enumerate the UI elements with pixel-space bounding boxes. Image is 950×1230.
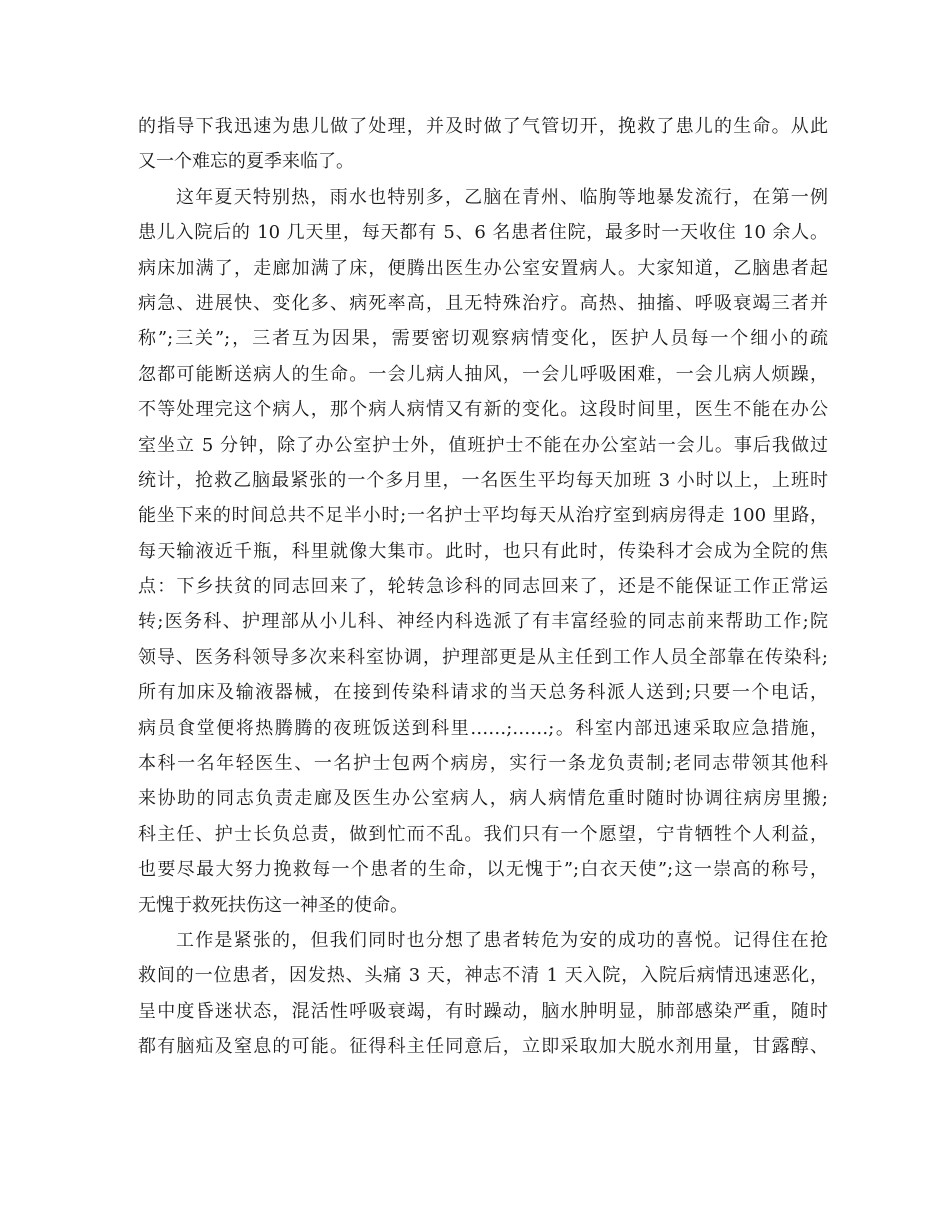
text-line: 科主任、护士长负总责，做到忙而不乱。我们只有一个愿望，宁肯牺牲个人利益， xyxy=(138,823,828,845)
text-line: 的指导下我迅速为患儿做了处理，并及时做了气管切开，挽救了患儿的生命。从此 xyxy=(138,116,828,137)
text-line: 病员食堂便将热腾腾的夜班饭送到科里……;……;。科室内部迅速采取应急措施， xyxy=(138,717,828,739)
text-line: 都有脑疝及窒息的可能。征得科主任同意后，立即采取加大脱水剂用量，甘露醇、 xyxy=(138,1036,828,1058)
text-line: 不等处理完这个病人，那个病人病情又有新的变化。这段时间里，医生不能在办公 xyxy=(138,399,828,421)
text-line: 能坐下来的时间总共不足半小时;一名护士平均每天从治疗室到病房得走 100 里路， xyxy=(138,505,828,527)
body-text xyxy=(138,109,828,1065)
text-line: 转;医务科、护理部从小儿科、神经内科选派了有丰富经验的同志前来帮助工作;院 xyxy=(138,611,828,633)
text-line: 来协助的同志负责走廊及医生办公室病人，病人病情危重时随时协调往病房里搬; xyxy=(138,788,828,810)
text-line: 工作是紧张的，但我们同时也分想了患者转危为安的成功的喜悦。记得住在抢 xyxy=(176,929,828,951)
text-line: 领导、医务科领导多次来科室协调，护理部更是从主任到工作人员全部靠在传染科; xyxy=(138,646,828,668)
text-line: 这年夏天特别热，雨水也特别多，乙脑在青州、临朐等地暴发流行，在第一例 xyxy=(176,186,828,208)
text-line: 本科一名年轻医生、一名护士包两个病房，实行一条龙负责制;老同志带领其他科 xyxy=(138,753,828,775)
text-line: 每天输液近千瓶，科里就像大集市。此时，也只有此时，传染科才会成为全院的焦 xyxy=(138,540,828,562)
text-line: 无愧于救死扶伤这一神圣的使命。 xyxy=(138,894,408,916)
text-line: 患儿入院后的 10 几天里，每天都有 5、6 名患者住院，最多时一天收住 10 余人。 xyxy=(138,222,828,244)
text-line: 忽都可能断送病人的生命。一会儿病人抽风，一会儿呼吸困难，一会儿病人烦躁， xyxy=(138,363,828,385)
text-line: 室坐立 5 分钟，除了办公室护士外，值班护士不能在办公室站一会儿。事后我做过 xyxy=(138,434,828,456)
text-line: 统计，抢救乙脑最紧张的一个多月里，一名医生平均每天加班 3 小时以上，上班时 xyxy=(138,469,828,491)
text-line: 称”;三关”;，三者互为因果，需要密切观察病情变化，医护人员每一个细小的疏 xyxy=(138,328,828,350)
text-line: 病急、进展快、变化多、病死率高，且无特殊治疗。高热、抽搐、呼吸衰竭三者并 xyxy=(138,292,828,314)
text-line: 呈中度昏迷状态，混活性呼吸衰竭，有时躁动，脑水肿明显，肺部感染严重，随时 xyxy=(138,1000,828,1022)
text-line: 也要尽最大努力挽救每一个患者的生命，以无愧于”;白衣天使”;这一崇高的称号， xyxy=(138,859,828,881)
text-line: 救间的一位患者，因发热、头痛 3 天，神志不清 1 天入院，入院后病情迅速恶化， xyxy=(138,965,828,987)
text-line: 点：下乡扶贫的同志回来了，轮转急诊科的同志回来了，还是不能保证工作正常运 xyxy=(138,576,828,598)
text-line: 所有加床及输液器械，在接到传染科请求的当天总务科派人送到;只要一个电话， xyxy=(138,682,828,704)
text-line: 病床加满了，走廊加满了床，便腾出医生办公室安置病人。大家知道，乙脑患者起 xyxy=(138,257,828,279)
text-line: 又一个难忘的夏季来临了。 xyxy=(138,151,354,173)
